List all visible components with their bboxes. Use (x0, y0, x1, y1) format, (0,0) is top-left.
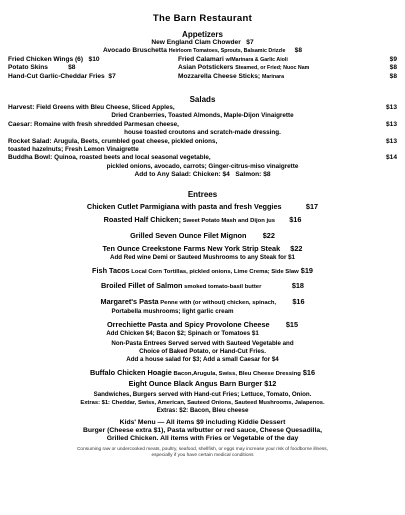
item-price: $8 (294, 47, 302, 55)
item-price: $8 (389, 64, 397, 72)
nonpasta-note: Add a house salad for $3; Add a small Caesar for $4 (126, 355, 279, 363)
item-name: Orrechiette Pasta and Spicy Provolone Cheese (106, 320, 270, 330)
item-desc: pickled onions, avocado, carrots; Ginger-citrus-miso vinaigrette (106, 162, 299, 170)
item-name: Grilled Seven Ounce Filet Mignon (130, 230, 247, 240)
item-desc: toasted hazelnuts; Fresh Lemon Vinaigrette (8, 146, 139, 154)
kids-menu-items: Grilled Chicken. All items with Fries or Vegetable of the day (106, 434, 299, 442)
item-name: Margaret's Pasta (100, 296, 159, 306)
item-name: Eight Ounce Black Angus Barn Burger (128, 379, 263, 389)
item-name: Fried Chicken Wings (6) (8, 55, 84, 63)
burger-note: Extras: $2: Bacon, Bleu cheese (156, 406, 249, 414)
disclaimer-line: especially if you have certain medical conditions (151, 452, 254, 458)
nonpasta-note: Choice of Baked Potato, or Hand-Cut Fries. (139, 347, 266, 355)
entrees-heading: Entrees (187, 189, 218, 199)
item-name: Rocket Salad: (8, 137, 52, 145)
entree-item (8, 281, 397, 293)
item-desc: Romaine with fresh shredded Parmesan cheese, (34, 120, 179, 128)
item-name: New England Clam Chowder (151, 39, 241, 46)
item-desc: Sweet Potato Mash and Dijon jus (181, 218, 275, 225)
item-price: $10 (88, 55, 100, 63)
salad-addon: Add to Any Salad: Chicken: $4 Salmon: $8 (134, 171, 271, 179)
item-price: $15 (285, 320, 299, 330)
burger-note: Sandwiches, Burgers served with Hand-cut Fries; Lettuce, Tomato, Onion. (93, 390, 312, 398)
salad-item (8, 104, 397, 121)
item-name: Chicken Cutlet Parmigiana with pasta and fresh Veggies (86, 201, 282, 211)
item-price: $16 (302, 367, 316, 377)
item-name: Ten Ounce Creekstone Farms New York Strip Steak (102, 244, 281, 254)
salads-heading: Salads (189, 95, 216, 105)
item-price: $13 (385, 120, 397, 128)
item-price: $18 (291, 281, 304, 291)
item-price: $7 (108, 72, 116, 80)
salad-item (8, 121, 397, 138)
item-name: Avocado Bruschetta (102, 47, 167, 55)
item-name: Potato Skins (8, 64, 48, 72)
kids-menu-items: Burger (Cheese extra $1), Pasta w/butter or red sauce, Cheese Quesadilla, (82, 426, 323, 434)
appetizer-item (8, 39, 397, 47)
appetizer-item (8, 47, 397, 55)
salad-item (8, 154, 397, 171)
item-desc: Dried Cranberries, Toasted Almonds, Maple-Dijon Vinaigrette (111, 112, 294, 120)
item-desc: Arugula, Beets, crumbled goat cheese, pickled onions, (53, 137, 218, 145)
item-price: $8 (389, 72, 397, 80)
entree-item (8, 320, 397, 330)
item-price: $16 (292, 296, 305, 306)
item-desc: Bacon,Arugula, Swiss, Bleu Cheese Dressing (171, 370, 301, 377)
entree-item (8, 379, 397, 389)
item-name: Broiled Fillet of Salmon (101, 281, 183, 291)
disclaimer-line: Consuming raw or undercooked meats, poultry, seafood, shellfish, or eggs may increase your risk of foodborne illness, (76, 446, 329, 452)
item-name: Caesar: (8, 120, 33, 128)
item-desc: w/Marinara & Garlic Aioli (225, 56, 288, 63)
item-name: Fried Calamari (178, 55, 224, 63)
steak-note: Add Red wine Demi or Sauteed Mushrooms to any Steak for $1 (110, 253, 295, 261)
item-desc: Field Greens with Bleu Cheese, Sliced Apples, (36, 104, 175, 112)
burger-note: Extras: $1: Cheddar, Swiss, American, Sauteed Onions, Sauteed Mushrooms, Jalapenos. (80, 399, 325, 406)
nonpasta-note: Non-Pasta Entrees Served served with Sauteed Vegetable and (111, 339, 294, 347)
entree-item (8, 368, 397, 380)
item-name: Roasted Half Chicken; (103, 215, 182, 225)
kids-menu-heading: Kids' Menu — All items $9 including Kiddie Dessert (119, 418, 286, 426)
item-desc: Penne with (or without) chicken, spinach, (158, 299, 277, 306)
food-safety-disclaimer (8, 447, 397, 459)
item-name: Buffalo Chicken Hoagie (89, 367, 172, 377)
item-price: $14 (385, 154, 397, 162)
restaurant-title: The Barn Restaurant (152, 13, 253, 24)
item-desc: smoked tomato-basil butter (182, 284, 262, 291)
item-price: $7 (246, 39, 254, 46)
item-price: $22 (290, 244, 303, 254)
appetizer-pair-row (8, 73, 397, 81)
item-desc: Local Corn Tortillas, pickled onions, Lime Crema; Side Slaw (129, 268, 299, 275)
entree-item (8, 202, 397, 212)
appetizer-pair-row (8, 56, 397, 64)
item-price: $9 (389, 55, 397, 63)
item-name: Hand-Cut Garlic-Cheddar Fries (8, 72, 105, 80)
item-name: Mozzarella Cheese Sticks; (178, 72, 261, 80)
item-price: $13 (385, 137, 397, 145)
item-name: Asian Potstickers (178, 64, 234, 72)
item-desc: house toasted croutons and scratch-made dressing. (124, 129, 281, 137)
salad-item (8, 138, 397, 155)
item-name: Buddha Bowl: (8, 154, 53, 162)
item-price: $17 (305, 201, 319, 211)
entree-item (8, 266, 397, 278)
orrechiette-note: Add Chicken $4; Bacon $2; Spinach or Tomatoes $1 (106, 329, 259, 337)
item-price: $13 (385, 104, 397, 112)
item-price: $12 (264, 379, 277, 389)
entree-item (8, 244, 397, 254)
item-name: Fish Tacos (92, 265, 130, 275)
item-price: $8 (68, 64, 76, 72)
item-price: $22 (262, 230, 275, 240)
item-price: $16 (289, 215, 302, 225)
entree-item (8, 297, 397, 309)
appetizer-pair-row (8, 64, 397, 72)
item-price: $19 (300, 265, 313, 275)
item-desc: Quinoa, roasted beets and local seasonal vegetable, (54, 154, 211, 162)
appetizers-heading: Appetizers (182, 30, 223, 39)
item-desc: Marinara (261, 73, 285, 80)
margaret-note: Portabella mushrooms; light garlic cream (111, 308, 234, 316)
item-desc: Steamed, or Fried; Nuoc Nam (235, 65, 310, 72)
entree-item (8, 231, 397, 241)
item-desc: Heirloom Tomatoes, Sprouts, Balsamic Drizzle (168, 48, 286, 55)
entree-item (8, 215, 397, 227)
item-name: Harvest: (8, 104, 35, 112)
